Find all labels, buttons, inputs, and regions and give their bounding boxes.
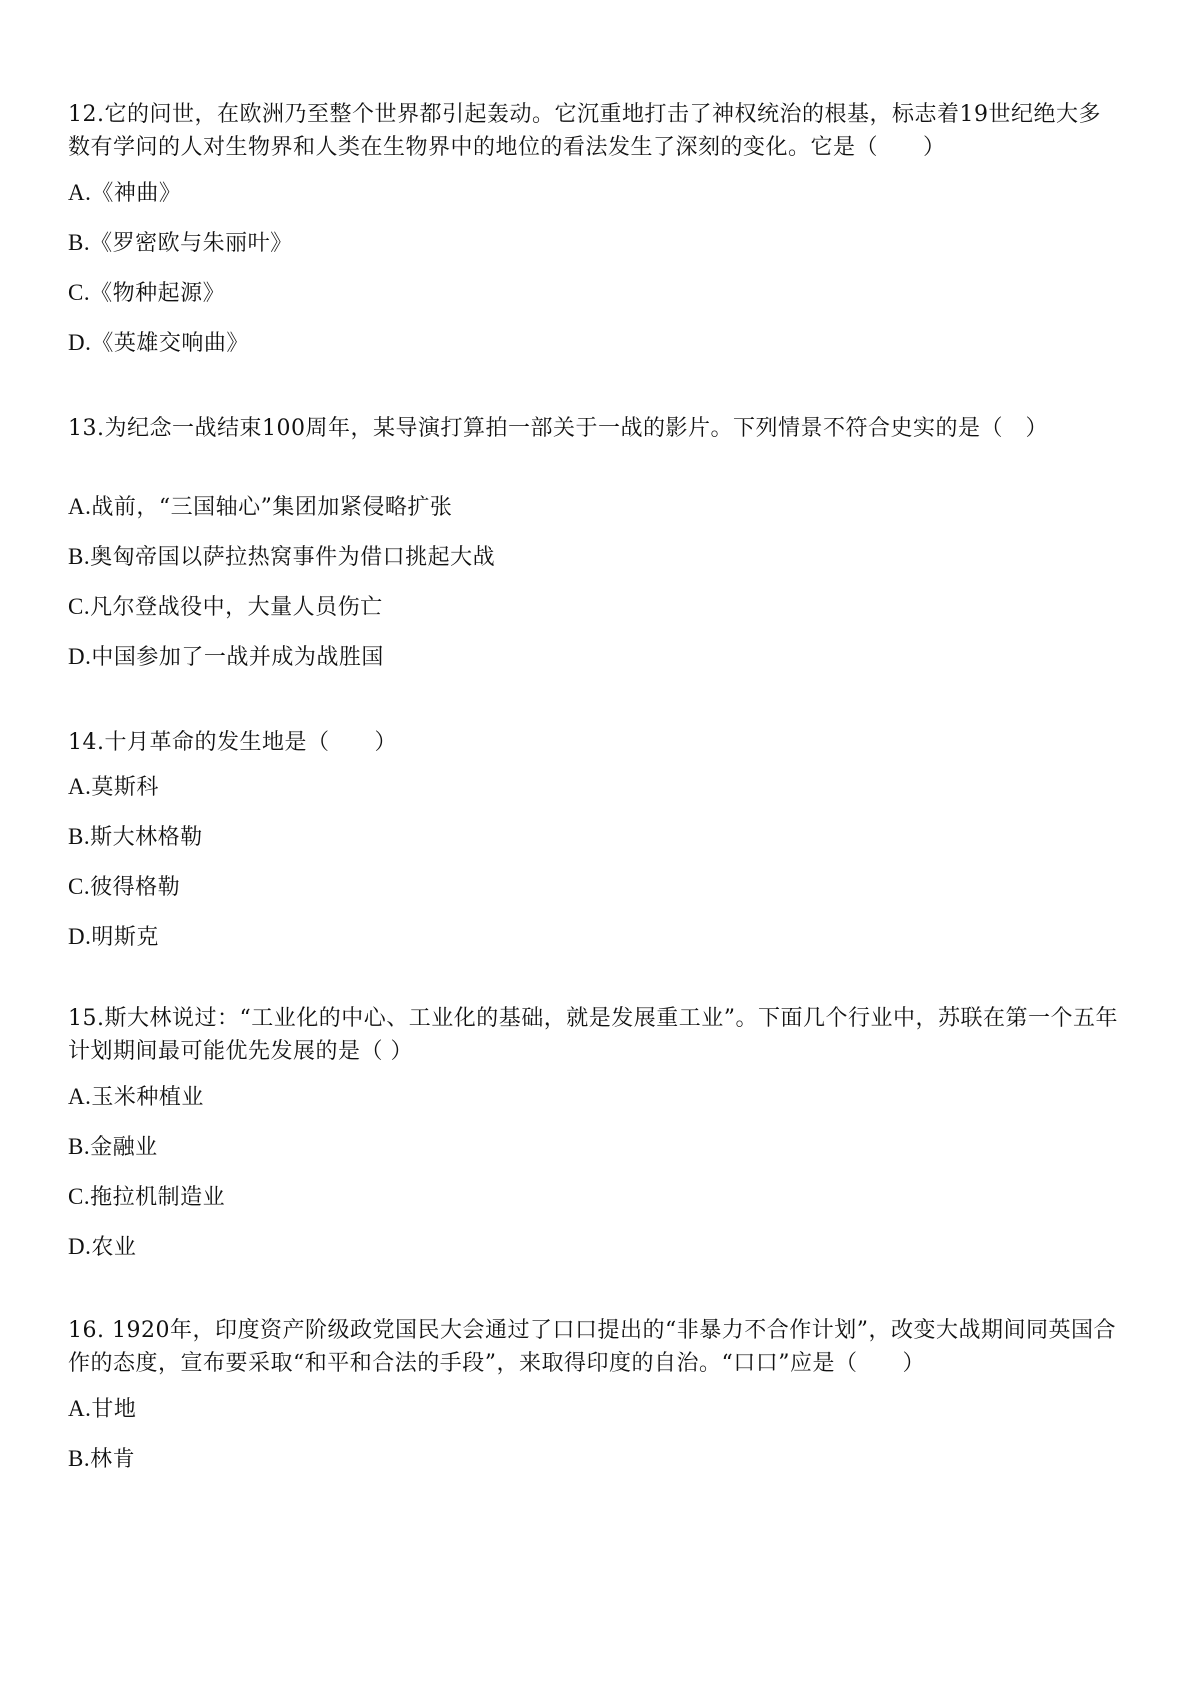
option-text: 农业 xyxy=(91,1235,137,1260)
option-text: 战前，“三国轴心”集团加紧侵略扩张 xyxy=(91,495,453,520)
option-letter: D. xyxy=(68,924,92,949)
option-text: 林肯 xyxy=(90,1447,136,1472)
question-14 xyxy=(68,726,1118,950)
option-text: 斯大林格勒 xyxy=(90,825,203,850)
option-letter: A. xyxy=(68,494,92,519)
question-stem: 15.斯大林说过：“工业化的中心、工业化的基础，就是发展重工业”。下面几个行业中，苏联在第一个五年计划期间最可能优先发展的是（ ） xyxy=(68,1006,1118,1064)
option-letter: A. xyxy=(68,180,92,205)
option-text: 莫斯科 xyxy=(91,775,159,800)
option-text: 甘地 xyxy=(91,1397,137,1422)
option-text: 玉米种植业 xyxy=(91,1085,204,1110)
question-13 xyxy=(68,412,1118,670)
option-letter: D. xyxy=(68,330,92,355)
option-letter: C. xyxy=(68,594,91,619)
option-d xyxy=(68,1232,136,1263)
option-text: 《英雄交响曲》 xyxy=(91,331,249,356)
option-letter: D. xyxy=(68,644,92,669)
option-letter: B. xyxy=(68,544,91,569)
option-letter: B. xyxy=(68,230,91,255)
option-c xyxy=(68,592,383,623)
option-letter: C. xyxy=(68,280,91,305)
option-text: 拖拉机制造业 xyxy=(90,1185,226,1210)
option-letter: A. xyxy=(68,1084,92,1109)
option-d xyxy=(68,642,384,673)
question-12 xyxy=(68,98,1118,356)
option-d xyxy=(68,328,249,359)
option-text: 凡尔登战役中，大量人员伤亡 xyxy=(90,595,383,620)
option-text: 《神曲》 xyxy=(91,181,182,206)
option-letter: B. xyxy=(68,1134,91,1159)
question-stem: 13.为纪念一战结束100周年，某导演打算拍一部关于一战的影片。下列情景不符合史实的是（ ） xyxy=(68,416,1048,441)
option-letter: A. xyxy=(68,774,92,799)
question-stem: 16. 1920年，印度资产阶级政党国民大会通过了口口提出的“非暴力不合作计划”，改变大战期间同英国合作的态度，宣布要采取“和平和合法的手段”，来取得印度的自治。“口口”应是（ ） xyxy=(68,1318,1116,1376)
option-b xyxy=(68,228,293,259)
option-a xyxy=(68,772,159,803)
question-stem: 14.十月革命的发生地是（ ） xyxy=(68,730,397,755)
option-c xyxy=(68,278,225,309)
option-b xyxy=(68,1444,135,1475)
option-b xyxy=(68,1132,158,1163)
option-a xyxy=(68,1394,136,1425)
question-16 xyxy=(68,1314,1118,1472)
option-text: 《物种起源》 xyxy=(90,281,226,306)
option-text: 明斯克 xyxy=(91,925,159,950)
option-a xyxy=(68,178,181,209)
option-text: 彼得格勒 xyxy=(90,875,181,900)
option-d xyxy=(68,922,159,953)
question-stem: 12.它的问世，在欧洲乃至整个世界都引起轰动。它沉重地打击了神权统治的根基，标志着19世纪绝大多数有学问的人对生物界和人类在生物界中的地位的看法发生了深刻的变化。它是（ ） xyxy=(68,102,1101,160)
option-c xyxy=(68,1182,225,1213)
option-letter: A. xyxy=(68,1396,92,1421)
option-a xyxy=(68,1082,204,1113)
option-letter: B. xyxy=(68,1446,91,1471)
option-letter: C. xyxy=(68,874,91,899)
option-b xyxy=(68,542,495,573)
option-c xyxy=(68,872,180,903)
option-text: 奥匈帝国以萨拉热窝事件为借口挑起大战 xyxy=(90,545,496,570)
option-letter: D. xyxy=(68,1234,92,1259)
option-letter: C. xyxy=(68,1184,91,1209)
option-text: 金融业 xyxy=(90,1135,158,1160)
option-text: 《罗密欧与朱丽叶》 xyxy=(90,231,293,256)
option-a xyxy=(68,492,452,523)
question-15 xyxy=(68,1002,1118,1260)
option-text: 中国参加了一战并成为战胜国 xyxy=(91,645,384,670)
option-letter: B. xyxy=(68,824,91,849)
option-b xyxy=(68,822,203,853)
